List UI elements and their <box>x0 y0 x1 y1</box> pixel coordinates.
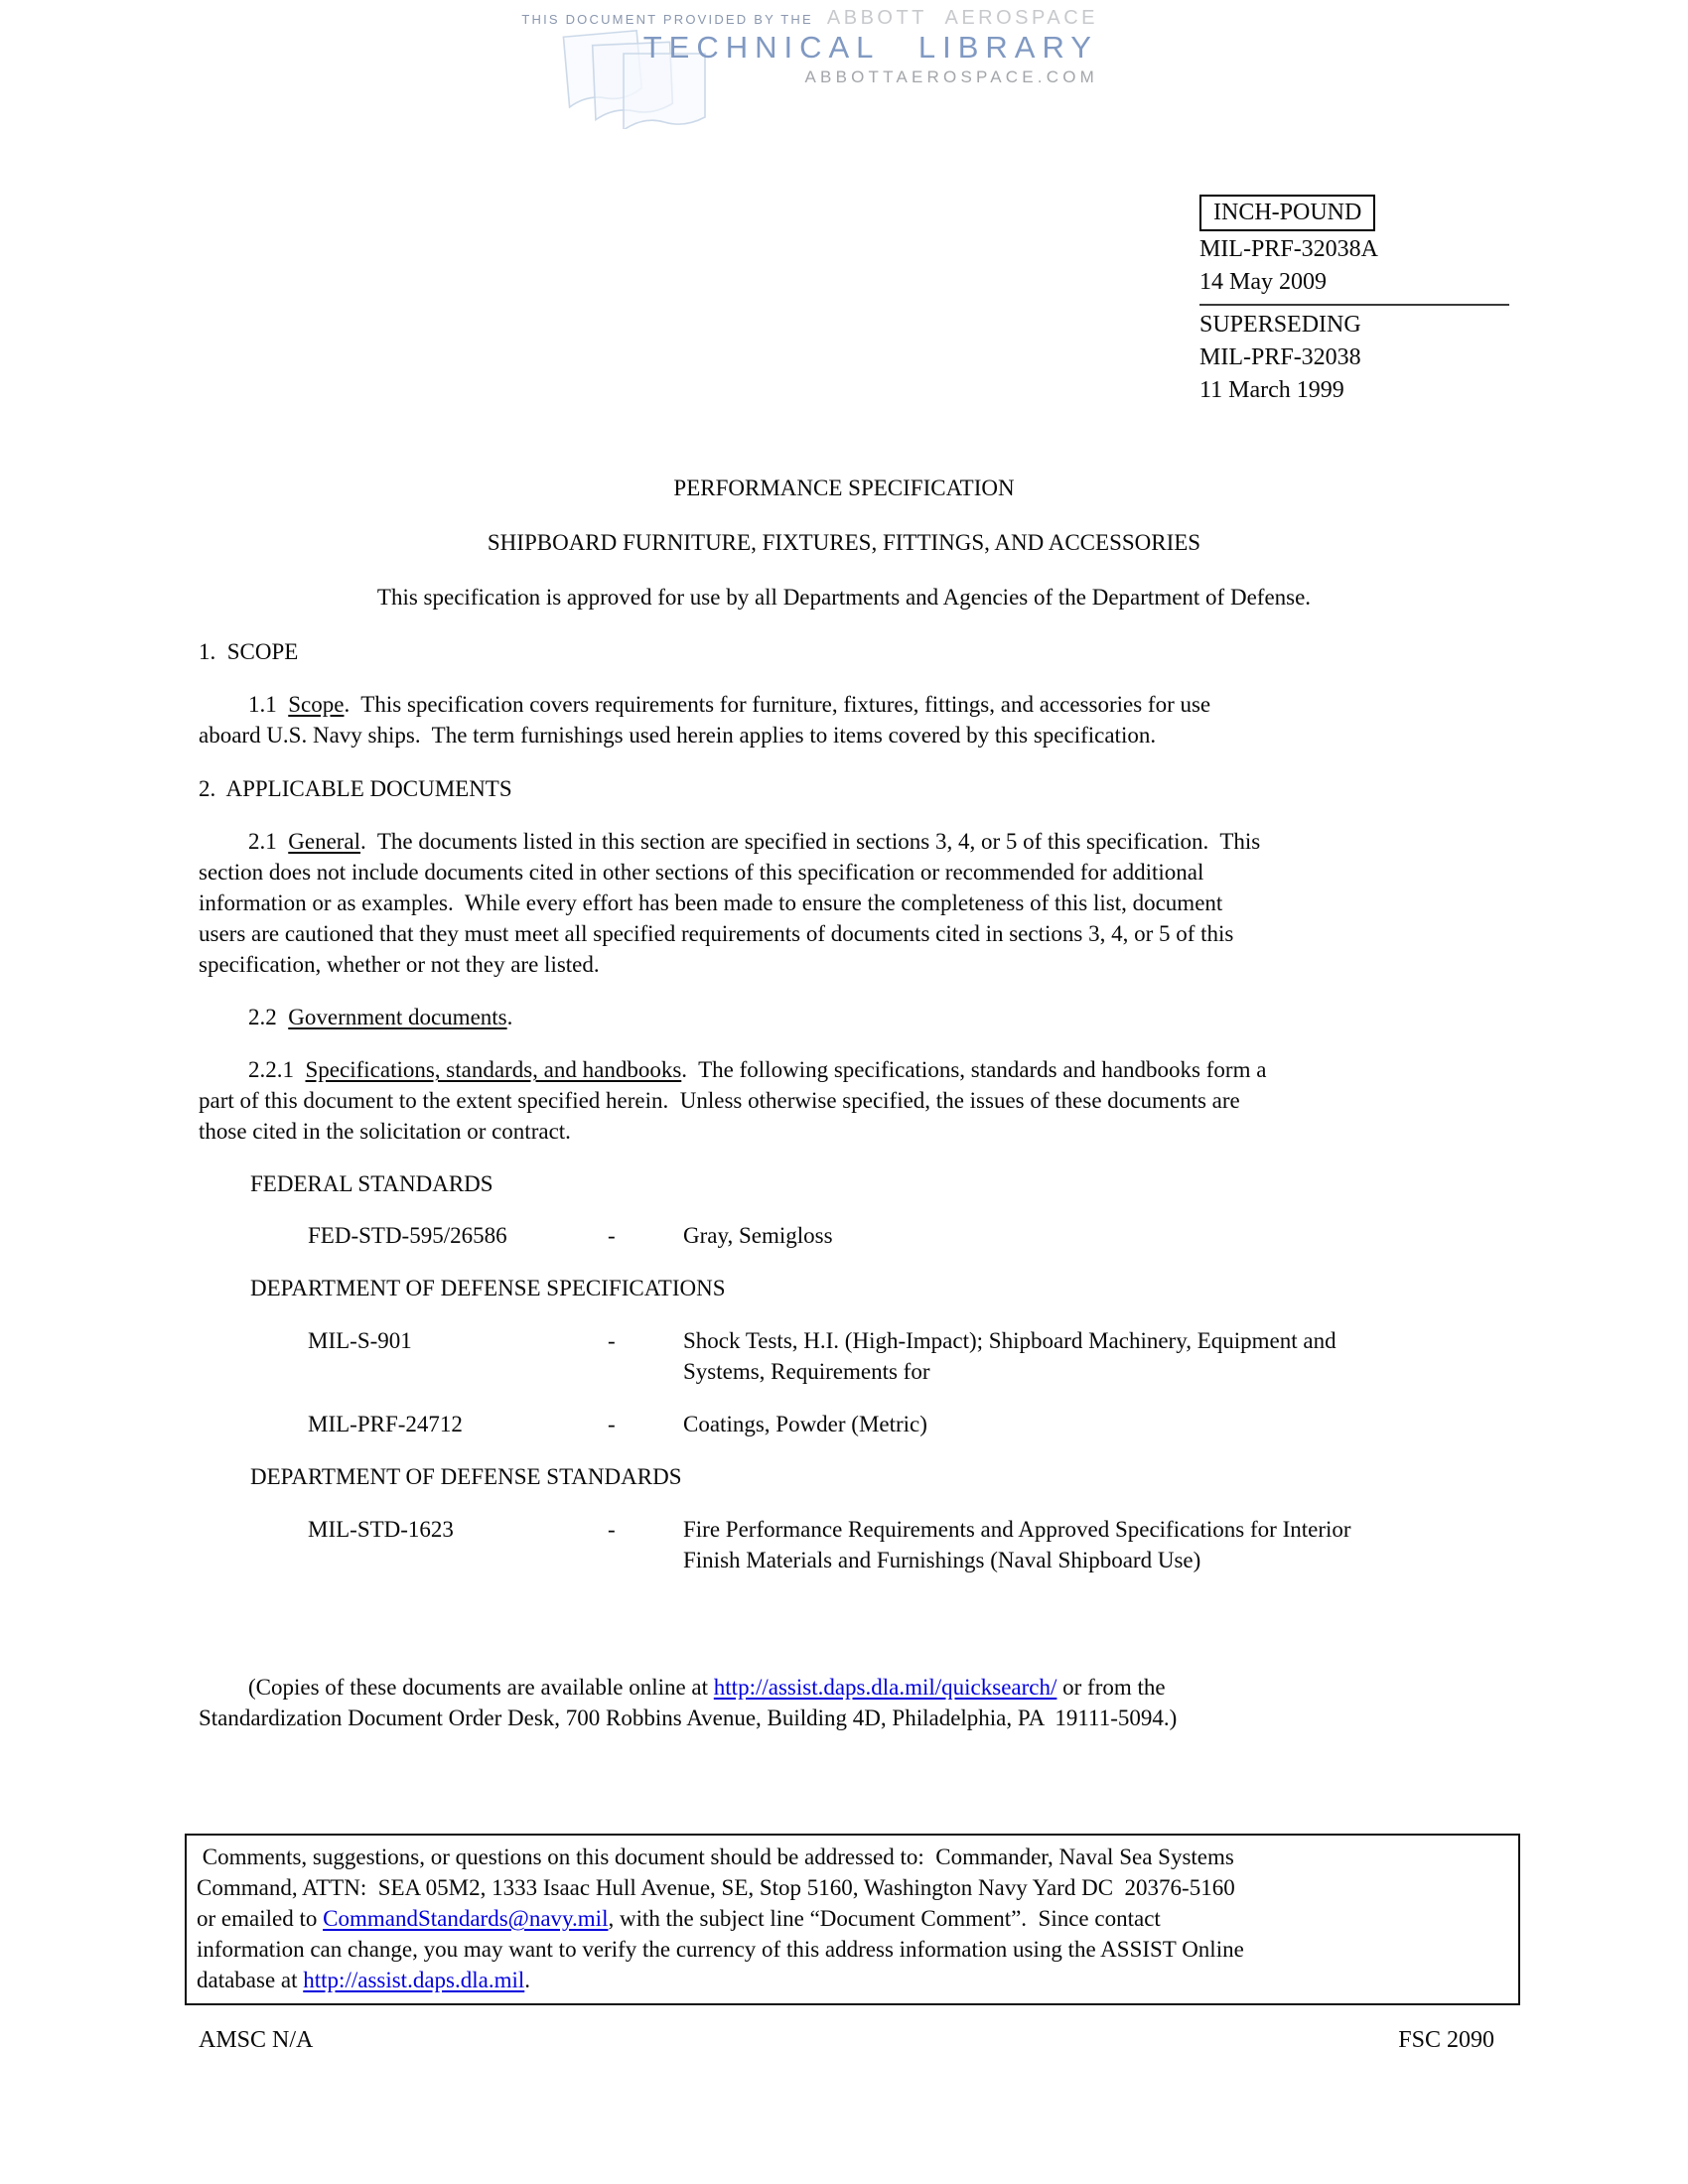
para-1-1 <box>199 689 1489 751</box>
approval-statement: This specification is approved for use by all Departments and Agencies of the Department of Defense. <box>376 585 1312 610</box>
para-1-1-line-2: aboard U.S. Navy ships. The term furnishings used herein applies to items covered by this specification. <box>199 723 1157 748</box>
para-copies-note <box>199 1672 1489 1733</box>
std-row-fed-std-595 <box>308 1220 1509 1251</box>
spec-subject-title: SHIPBOARD FURNITURE, FIXTURES, FITTINGS, AND ACCESSORIES <box>487 530 1201 555</box>
para-2-2-1 <box>199 1054 1489 1147</box>
fsc-number: FSC 2090 <box>1398 2027 1494 2053</box>
std-row-mil-s-901 <box>308 1325 1509 1387</box>
std-desc-line-2: Finish Materials and Furnishings (Naval Shipboard Use) <box>683 1548 1201 1572</box>
superseding-label: SUPERSEDING <box>1199 312 1361 338</box>
para-2-2-1-line-3: those cited in the solicitation or contract. <box>199 1119 571 1144</box>
command-standards-email-link[interactable]: CommandStandards@navy.mil <box>323 1906 609 1931</box>
comment-line-4: information can change, you may want to verify the currency of this address information using the ASSIST Online <box>197 1937 1244 1962</box>
inch-pound-badge: INCH-POUND <box>1199 195 1375 231</box>
std-desc-line-1: Shock Tests, H.I. (High-Impact); Shipboard Machinery, Equipment and <box>683 1328 1336 1353</box>
para-2-1-line-1: 2.1 General. The documents listed in this section are specified in sections 3, 4, or 5 of this specification. This <box>248 829 1261 854</box>
para-2-1-line-4: users are cautioned that they must meet all specified requirements of documents cited in sections 3, 4, or 5 of this <box>199 921 1234 946</box>
heading-scope: 1. SCOPE <box>199 639 299 664</box>
std-dash: - <box>608 1223 616 1248</box>
group-dod-standards: DEPARTMENT OF DEFENSE STANDARDS <box>250 1464 682 1489</box>
comment-line-3: or emailed to CommandStandards@navy.mil, with the subject line “Document Comment”. Since contact <box>197 1906 1161 1931</box>
logo-site-text: ABBOTTAEROSPACE.COM <box>804 68 1098 86</box>
std-id: MIL-S-901 <box>308 1328 412 1353</box>
std-desc: Coatings, Powder (Metric) <box>683 1412 927 1436</box>
std-desc-line-2: Systems, Requirements for <box>683 1359 930 1384</box>
para-2-1-line-2: section does not include documents cited in other sections of this specification or recommended for additional <box>199 860 1204 885</box>
superseded-date: 11 March 1999 <box>1199 377 1344 403</box>
assist-database-link[interactable]: http://assist.daps.dla.mil <box>303 1968 525 1992</box>
page-footer <box>199 2027 1494 2054</box>
std-row-mil-std-1623 <box>308 1514 1509 1575</box>
comment-line-5: database at http://assist.daps.dla.mil. <box>197 1968 531 1992</box>
std-desc <box>683 1325 1509 1387</box>
copies-line-1: (Copies of these documents are available online at http://assist.daps.dla.mil/quicksearch/ or from the <box>248 1675 1166 1700</box>
doc-info-block <box>1199 195 1509 407</box>
std-dash: - <box>608 1412 616 1436</box>
logo-library-text: TECHNICAL LIBRARY <box>642 30 1098 65</box>
group-federal-standards: FEDERAL STANDARDS <box>250 1171 493 1196</box>
spec-type-title: PERFORMANCE SPECIFICATION <box>673 476 1015 500</box>
comment-line-1: Comments, suggestions, or questions on this document should be addressed to: Commander, Naval Sea Systems <box>197 1844 1234 1869</box>
std-id: FED-STD-595/26586 <box>308 1223 507 1248</box>
std-dash: - <box>608 1328 616 1353</box>
para-2-2-line-1: 2.2 Government documents. <box>248 1005 513 1029</box>
amsc-number: AMSC N/A <box>199 2027 314 2053</box>
comments-address-box <box>185 1834 1520 2005</box>
para-2-1-line-5: specification, whether or not they are listed. <box>199 952 600 977</box>
para-2-2 <box>199 1002 1489 1032</box>
copies-line-2: Standardization Document Order Desk, 700 Robbins Avenue, Building 4D, Philadelphia, PA 19111-5094.) <box>199 1706 1178 1730</box>
heading-applicable-documents: 2. APPLICABLE DOCUMENTS <box>199 776 512 801</box>
std-id: MIL-STD-1623 <box>308 1517 454 1542</box>
std-dash: - <box>608 1517 616 1542</box>
para-2-1 <box>199 826 1489 980</box>
logo-brand-text: ABBOTT AEROSPACE <box>826 7 1098 29</box>
para-2-2-1-line-1: 2.2.1 Specifications, standards, and handbooks. The following specifications, standards and handbooks form a <box>248 1057 1267 1082</box>
std-desc <box>683 1514 1509 1575</box>
std-row-mil-prf-24712 <box>308 1409 1509 1439</box>
para-2-1-line-3: information or as examples. While every effort has been made to ensure the completeness of this list, document <box>199 890 1223 915</box>
superseding-divider <box>1199 304 1509 306</box>
logo-provided-by-text: THIS DOCUMENT PROVIDED BY THE <box>521 12 813 27</box>
std-desc: Gray, Semigloss <box>683 1223 833 1248</box>
para-2-2-1-line-2: part of this document to the extent specified herein. Unless otherwise specified, the issues of these documents are <box>199 1088 1240 1113</box>
para-1-1-line-1: 1.1 Scope. This specification covers requirements for furniture, fixtures, fittings, and accessories for use <box>248 692 1211 717</box>
comment-line-2: Command, ATTN: SEA 05M2, 1333 Isaac Hull Avenue, SE, Stop 5160, Washington Navy Yard DC 20376-5160 <box>197 1875 1235 1900</box>
std-id: MIL-PRF-24712 <box>308 1412 463 1436</box>
doc-date: 14 May 2009 <box>1199 269 1327 295</box>
group-dod-specifications: DEPARTMENT OF DEFENSE SPECIFICATIONS <box>250 1276 726 1300</box>
technical-library-logo <box>457 8 1098 85</box>
logo-tagline-row <box>457 8 1098 28</box>
superseded-doc-id: MIL-PRF-32038 <box>1199 344 1361 370</box>
doc-id: MIL-PRF-32038A <box>1199 236 1379 262</box>
std-desc-line-1: Fire Performance Requirements and Approved Specifications for Interior <box>683 1517 1351 1542</box>
quicksearch-link[interactable]: http://assist.daps.dla.mil/quicksearch/ <box>713 1675 1057 1700</box>
